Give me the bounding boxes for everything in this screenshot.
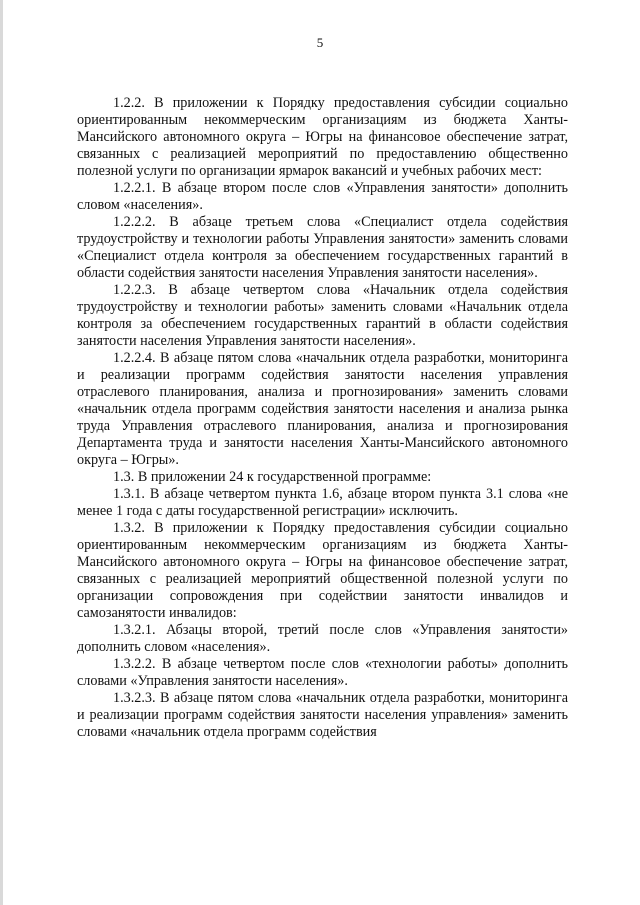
paragraph-1-3-2: 1.3.2. В приложении к Порядку предоставления субсидии социально ориентированным некоммерческим организациям из бюджета Ханты-Мансийского автономного округа – Югры на финансовое обеспечение затрат, связанных с реализацией мероприятий общественной полезной услуги по организации сопровождения при содействии занятости инвалидов и самозанятости инвалидов: <box>77 520 568 621</box>
paragraph-1-3-2-1: 1.3.2.1. Абзацы второй, третий после слов «Управления занятости» дополнить словом «населения». <box>77 622 568 655</box>
paragraph-1-2-2-3: 1.2.2.3. В абзаце четвертом слова «Начальник отдела содействия трудоустройству и технологии работы» заменить словами «Начальник отдела контроля за обеспечением государственных гарантий в области содействия занятости населения Управления занятости населения». <box>77 282 568 349</box>
paragraph-1-3-1: 1.3.1. В абзаце четвертом пункта 1.6, абзаце втором пункта 3.1 слова «не менее 1 года с даты государственной регистрации» исключить. <box>77 486 568 519</box>
paragraph-1-2-2: 1.2.2. В приложении к Порядку предоставления субсидии социально ориентированным некоммерческим организациям из бюджета Ханты-Мансийского автономного округа – Югры на финансовое обеспечение затрат, связанных с реализацией мероприятий по предоставлению общественно полезной услуги по организации ярмарок вакансий и учебных рабочих мест: <box>77 95 568 179</box>
scan-edge-shadow <box>0 0 3 905</box>
paragraph-1-3-2-3: 1.3.2.3. В абзаце пятом слова «начальник отдела разработки, мониторинга и реализации программ содействия занятости населения управления» заменить словами «начальник отдела программ содействия <box>77 690 568 740</box>
paragraph-1-3: 1.3. В приложении 24 к государственной программе: <box>113 469 432 485</box>
paragraph-1-3-2-2: 1.3.2.2. В абзаце четвертом после слов «технологии работы» дополнить словами «Управления занятости населения». <box>77 656 568 689</box>
page-number: 5 <box>316 35 324 50</box>
paragraph-1-2-2-1: 1.2.2.1. В абзаце втором после слов «Управления занятости» дополнить словом «населения». <box>77 180 568 213</box>
paragraph-1-2-2-4: 1.2.2.4. В абзаце пятом слова «начальник отдела разработки, мониторинга и реализации программ содействия занятости населения управления отраслевого планирования, анализа и прогнозирования» заменить словами «начальник отдела программ содействия занятости населения и анализа рынка труда Управления отраслевого планирования, анализа и прогнозирования Департамента труда и занятости населения Ханты-Мансийского автономного округа – Югры». <box>77 350 568 468</box>
document-body <box>77 95 568 741</box>
paragraph-1-2-2-2: 1.2.2.2. В абзаце третьем слова «Специалист отдела содействия трудоустройству и технологии работы Управления занятости» заменить словами «Специалист отдела контроля за обеспечением государственных гарантий в области содействия занятости населения Управления занятости населения». <box>77 214 568 281</box>
